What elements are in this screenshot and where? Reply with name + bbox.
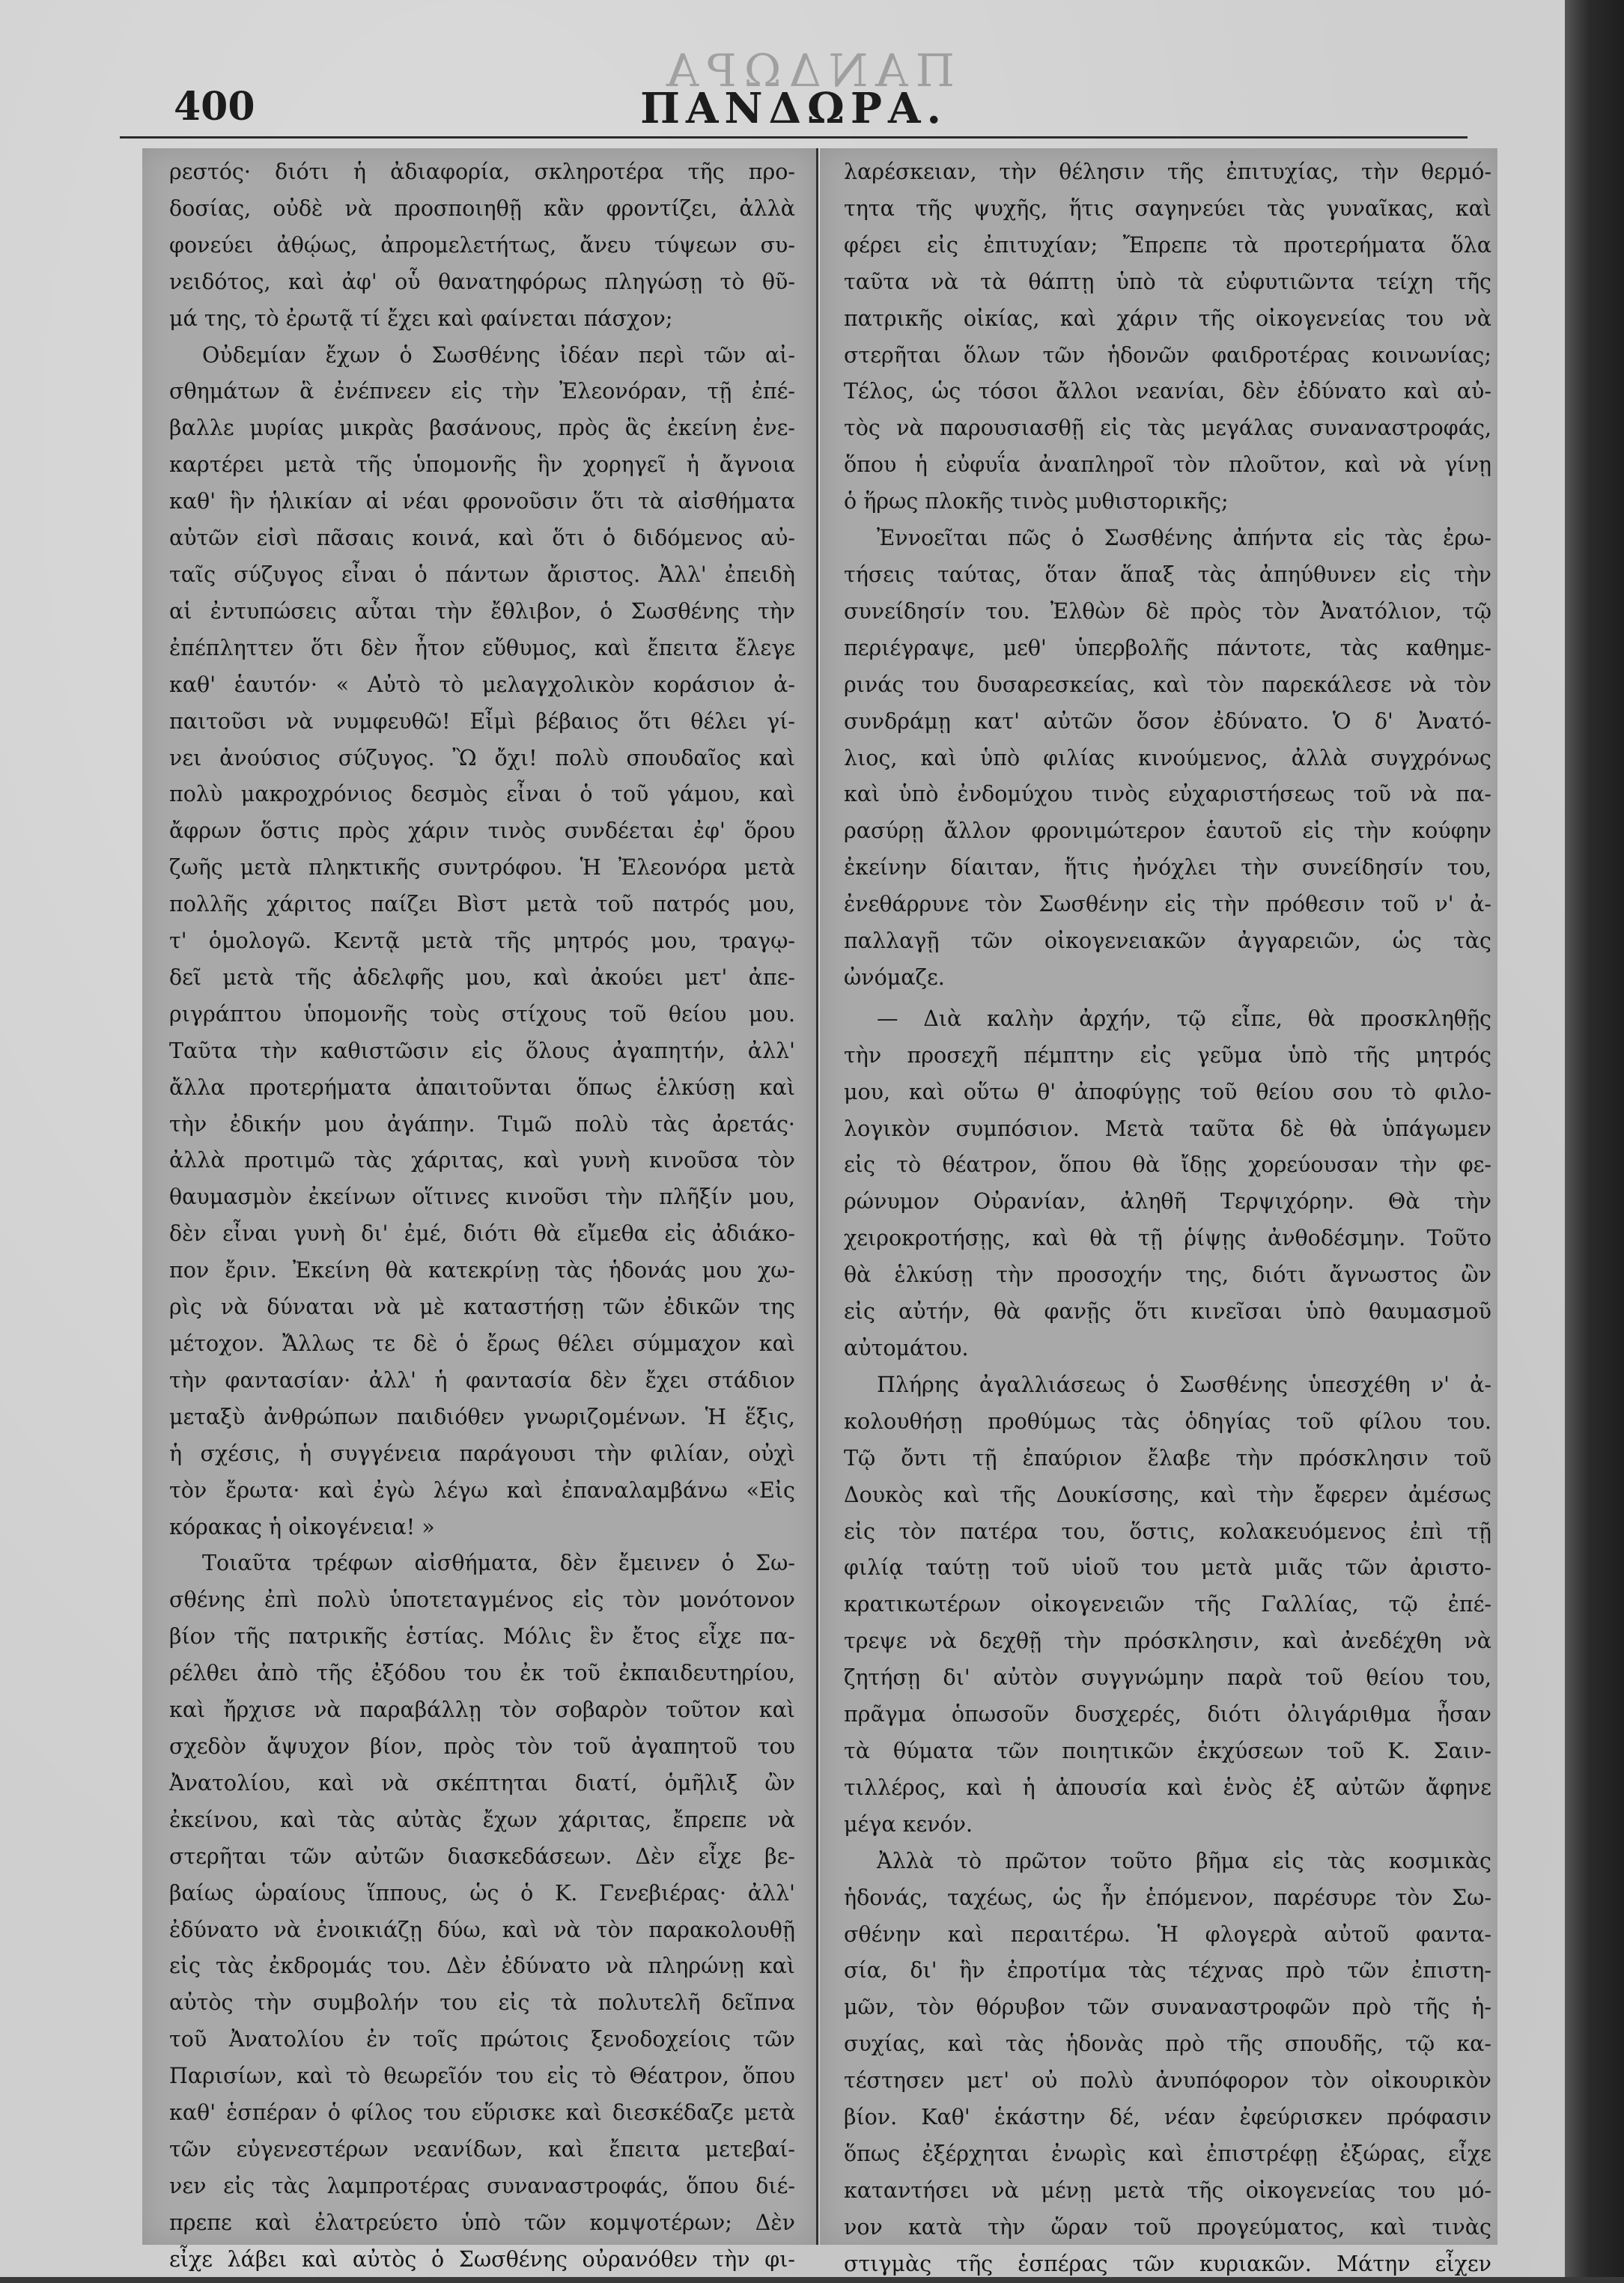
text-line: Τῷ ὄντι τῇ ἐπαύριον ἔλαβε τὴν πρόσκλησιν τοῦ [844, 1445, 1491, 1471]
text-line: τὸς νὰ παρουσιασθῇ εἰς τὰς μεγάλας συναναστροφάς, [844, 416, 1491, 441]
text-line: δεῖ μετὰ τῆς ἀδελφῆς μου, καὶ ἀκούει μετ' ἀπε- [169, 964, 795, 990]
text-line: ρινάς του δυσαρεσκείας, καὶ τὸν παρεκάλεσε νὰ τὸν [844, 672, 1491, 697]
text-line: ἐνεθάρρυνε τὸν Σωσθένην εἰς τὴν πρόθεσιν τοῦ ν' ἀ- [844, 892, 1491, 917]
text-line: τητα τῆς ψυχῆς, ἥτις σαγηνεύει τὰς γυναῖκας, καὶ [844, 195, 1491, 221]
text-line: τοῦ Ἀνατολίου ἐν τοῖς πρώτοις ξενοδοχείοις τῶν [169, 2027, 795, 2052]
text-line: πολὺ μακροχρόνιος δεσμὸς εἶναι ὁ τοῦ γάμου, καὶ [169, 782, 795, 807]
text-line: κόρακας ἡ οἰκογένεια! » [169, 1514, 435, 1539]
text-line: εἰς αὐτήν, θὰ φανῇς ὅτι κινεῖσαι ὑπὸ θαυμασμοῦ [844, 1299, 1491, 1325]
text-line: καθ' ἣν ἡλικίαν αἱ νέαι φρονοῦσιν ὅτι τὰ αἰσθήματα [169, 489, 795, 514]
text-line: μῶν, τὸν θόρυβον τῶν συναναστροφῶν πρὸ τῆς ἡ- [844, 1995, 1491, 2020]
text-line: τιλλέρος, καὶ ἡ ἀπουσία καὶ ἑνὸς ἐξ αὐτῶν ἄφηνε [844, 1775, 1491, 1800]
page-header [150, 84, 1438, 136]
text-line: εἰς τὰς ἐκδρομάς του. Δὲν ἐδύνατο νὰ πληρώνῃ καὶ [169, 1954, 795, 1979]
text-line: λαρέσκειαν, τὴν θέλησιν τῆς ἐπιτυχίας, τὴν θερμό- [844, 159, 1491, 184]
text-line: ἐπέπληττεν ὅτι δὲν ἦτον εὔθυμος, καὶ ἔπειτα ἔλεγε [169, 635, 795, 660]
text-line: τὸν ἔρωτα· καὶ ἐγὼ λέγω καὶ ἐπαναλαμβάνω «Εἰς [169, 1477, 795, 1503]
text-line: φονεύει ἀθῴως, ἀπρομελετήτως, ἄνευ τύψεων συ- [169, 232, 795, 258]
text-line: στερῆται ὅλων τῶν ἡδονῶν φαιδροτέρας κοινωνίας; [844, 342, 1491, 368]
text-line: Ἀνατολίου, καὶ νὰ σκέπτηται διατί, ὁμῆλιξ ὢν [169, 1770, 795, 1796]
text-line: αὐτῶν εἰσὶ πᾶσαις κοινά, καὶ ὅτι ὁ διδόμενος αὐ- [169, 526, 795, 551]
text-line: σχεδὸν ἄψυχον βίον, πρὸς τὸν τοῦ ἀγαπητοῦ του [169, 1733, 795, 1759]
text-line: λιος, καὶ ὑπὸ φιλίας κινούμενος, ἀλλὰ συγχρόνως [844, 745, 1491, 770]
text-line: ἀλλὰ προτιμῶ τὰς χάριτας, καὶ γυνὴ κινοῦσα τὸν [169, 1148, 795, 1173]
text-line: ρεστός· διότι ἡ ἀδιαφορία, σκληροτέρα τῆς προ- [169, 159, 795, 184]
text-line: δοσίας, οὐδὲ νὰ προσποιηθῇ κἂν φροντίζει, ἀλλὰ [169, 195, 795, 221]
text-line: καταντήσει νὰ μένῃ μετὰ τῆς οἰκογενείας του μό- [844, 2177, 1491, 2203]
right-column [820, 148, 1497, 2276]
text-line: κολουθήσῃ προθύμως τὰς ὁδηγίας τοῦ φίλου του. [844, 1408, 1491, 1434]
text-line: καρτέρει μετὰ τῆς ὑπομονῆς ἣν χορηγεῖ ἡ ἄγνοια [169, 452, 795, 478]
text-line: θαυμασμὸν ἐκείνων οἵτινες κινοῦσι τὴν πλῆξίν μου, [169, 1185, 795, 1210]
text-line: νον κατὰ τὴν ὥραν τοῦ προγεύματος, καὶ τινὰς [844, 2214, 1491, 2240]
text-line: ὁ ἥρως πλοκῆς τινὸς μυθιστορικῆς; [844, 489, 1229, 514]
text-line: ρασύρῃ ἄλλον φρονιμώτερον ἑαυτοῦ εἰς τὴν κούφην [844, 818, 1491, 844]
text-line: παιτοῦσι νὰ νυμφευθῶ! Εἶμὶ βέβαιος ὅτι θέλει γί- [169, 708, 795, 734]
text-line: πον ἔριν. Ἐκείνη θὰ κατεκρίνῃ τὰς ἡδονάς μου χω- [169, 1258, 795, 1283]
text-line: συνείδησίν του. Ἐλθὼν δὲ πρὸς τὸν Ἀνατόλιον, τῷ [844, 598, 1491, 624]
text-line: καθ' ἑαυτόν· « Αὐτὸ τὸ μελαγχολικὸν κοράσιον ἀ- [169, 672, 795, 697]
text-line: ριγράπτου ὑπομονῆς τοὺς στίχους τοῦ θείου μου. [169, 1001, 795, 1027]
text-line: ρὶς νὰ δύναται νὰ μὲ καταστήσῃ τῶν ἐδικῶν της [169, 1295, 795, 1320]
left-column [142, 148, 816, 2272]
text-line: ρέλθει ἀπὸ τῆς ἐξόδου του ἐκ τοῦ ἐκπαιδευτηρίου, [169, 1661, 795, 1686]
text-line: πρεπε καὶ ἐλατρεύετο ὑπὸ τῶν κομψοτέρων; Δὲν [169, 2210, 795, 2235]
text-line: κρατικωτέρων οἰκογενειῶν τῆς Γαλλίας, τῷ ἐπέ- [844, 1592, 1491, 1617]
text-line: ἄφρων ὅστις πρὸς χάριν τινὸς συνδέεται ἐφ' ὅρου [169, 818, 795, 844]
text-line: τήσεις ταύτας, ὅταν ἅπαξ τὰς ἀπηύθυνεν εἰς τὴν [844, 562, 1491, 587]
text-line: βαλλε μυρίας μικρὰς βασάνους, πρὸς ἃς ἐκείνη ἐνε- [169, 416, 795, 441]
header-rule [120, 136, 1468, 139]
text-line: περιέγραψε, μεθ' ὑπερβολῆς πάντοτε, τὰς καθημε- [844, 635, 1491, 660]
text-line: βίον. Καθ' ἑκάστην δέ, νέαν ἐφεύρισκεν πρόφασιν [844, 2105, 1491, 2130]
text-line: μέτοχον. Ἄλλως τε δὲ ὁ ἔρως θέλει σύμμαχον καὶ [169, 1331, 795, 1356]
text-line: παλλαγῇ τῶν οἰκογενειακῶν ἀγγαρειῶν, ὡς τὰς [844, 928, 1491, 954]
text-line: βαίως ὡραίους ἵππους, ὡς ὁ Κ. Γενεβιέρας· ἀλλ' [169, 1880, 795, 1906]
text-line: τὴν προσεχῆ πέμπτην εἰς γεῦμα ὑπὸ τῆς μητρός [844, 1042, 1491, 1068]
text-line: μά της, τὸ ἐρωτᾷ τί ἔχει καὶ φαίνεται πάσχον; [169, 305, 673, 331]
text-line: δὲν εἶναι γυνὴ δι' ἐμέ, διότι θὰ εἴμεθα εἰς ἀδιάκο- [169, 1221, 795, 1247]
text-line: πολλῆς χάριτος παίζει Βὶστ μετὰ τοῦ πατρός μου, [169, 892, 795, 917]
text-line: ἐκείνου, καὶ τὰς αὐτὰς ἔχων χάριτας, ἔπρεπε νὰ [169, 1807, 795, 1832]
text-line: μέγα κενόν. [844, 1811, 973, 1837]
text-line: καὶ ἤρχισε νὰ παραβάλλῃ τὸν σοβαρὸν τοῦτον καὶ [169, 1697, 795, 1723]
text-line: καὶ ὑπὸ ἐνδομύχου τινὸς εὐχαριστήσεως τοῦ νὰ πα- [844, 782, 1491, 807]
text-line: Ἀλλὰ τὸ πρῶτον τοῦτο βῆμα εἰς τὰς κοσμικὰς [877, 1848, 1491, 1873]
text-line: ζωῆς μετὰ πληκτικῆς συντρόφου. Ἡ Ἐλεονόρα μετὰ [169, 855, 795, 881]
text-line: τρεψε νὰ δεχθῇ τὴν πρόσκλησιν, καὶ ἀνεδέχθη νὰ [844, 1629, 1491, 1654]
text-line: ταῦτα νὰ τὰ θάπτῃ ὑπὸ τὰ εὐφυτιῶντα τείχη τῆς [844, 269, 1491, 294]
text-line: ταῖς σύζυγος εἶναι ὁ πάντων ἄριστος. Ἀλλ' ἐπειδὴ [169, 562, 795, 587]
text-line: τὴν φαντασίαν· ἀλλ' ἡ φαντασία δὲν ἔχει στάδιον [169, 1367, 795, 1393]
text-line: πρᾶγμα ὁπωσοῦν δυσχερές, διότι ὀλιγάριθμα ἦσαν [844, 1702, 1491, 1727]
text-line: ρώνυμον Οὐρανίαν, ἀληθῆ Τερψιχόρην. Θὰ τὴν [844, 1189, 1491, 1215]
text-line: συνδράμῃ κατ' αὐτῶν ὅσον ἐδύνατο. Ὁ δ' Ἀνατό- [844, 708, 1491, 734]
text-line: — Διὰ καλὴν ἀρχήν, τῷ εἶπε, θὰ προσκληθῇς [877, 1006, 1491, 1031]
text-line: Ἐννοεῖται πῶς ὁ Σωσθένης ἀπήντα εἰς τὰς ἐρω- [877, 526, 1491, 551]
text-line: λογικὸν συμπόσιον. Μετὰ ταῦτα δὲ θὰ ὑπάγωμεν [844, 1116, 1491, 1141]
text-line: Οὐδεμίαν ἔχων ὁ Σωσθένης ἰδέαν περὶ τῶν αἰ- [202, 342, 795, 368]
text-line: νει ἀνούσιος σύζυγος. Ὢ ὄχι! πολὺ σπουδαῖος καὶ [169, 745, 795, 770]
text-line: βίον τῆς πατρικῆς ἑστίας. Μόλις ἓν ἔτος εἶχε πα- [169, 1624, 795, 1650]
text-line: καθ' ἑσπέραν ὁ φίλος του εὕρισκε καὶ διεσκέδαζε μετὰ [169, 2100, 795, 2126]
text-line: Τοιαῦτα τρέφων αἰσθήματα, δὲν ἔμεινεν ὁ Σω- [202, 1551, 795, 1576]
text-line: στιγμὰς τῆς ἑσπέρας τῶν κυριακῶν. Μάτην εἶχεν [844, 2251, 1491, 2276]
text-line: τῶν εὐγενεστέρων νεανίδων, καὶ ἔπειτα μετεβαί- [169, 2136, 795, 2162]
text-line: εἰς τὸν πατέρα του, ὅστις, κολακευόμενος ἐπὶ τῇ [844, 1519, 1491, 1544]
text-line: ἡ σχέσις, ἡ συγγένεια παράγουσι τὴν φιλίαν, οὐχὶ [169, 1441, 795, 1466]
text-line: εἰς τὸ θέατρον, ὅπου θὰ ἴδῃς χορεύουσαν τὴν φε- [844, 1152, 1491, 1178]
text-line: ὅπου ἡ εὐφυΐα ἀναπληροῖ τὸν πλοῦτον, καὶ νὰ γίνῃ [844, 452, 1491, 478]
running-title: ΠΑΝΔΩΡΑ. [640, 84, 947, 133]
text-line: Πλήρης ἀγαλλιάσεως ὁ Σωσθένης ὑπεσχέθη ν' ἀ- [877, 1372, 1491, 1397]
text-line: Τέλος, ὡς τόσοι ἄλλοι νεανίαι, δὲν ἐδύνατο καὶ αὐ- [844, 379, 1491, 404]
text-line: εἶχε λάβει καὶ αὐτὸς ὁ Σωσθένης οὐρανόθεν τὴν φι- [169, 2246, 795, 2272]
page-number: 400 [174, 84, 255, 130]
scan-edge [1565, 0, 1624, 2277]
text-line: σθένης ἐπὶ πολὺ ὑποτεταγμένος εἰς τὸν μονότονον [169, 1587, 795, 1613]
text-line: θὰ ἑλκύσῃ τὴν προσοχήν της, διότι ἄγνωστος ὢν [844, 1262, 1491, 1288]
text-line: ἐδύνατο νὰ ἐνοικιάζῃ δύω, καὶ νὰ τὸν παρακολουθῇ [169, 1917, 795, 1942]
text-line: σθημάτων ἃ ἐνέπνεεν εἰς τὴν Ἐλεονόραν, τῇ ἐπέ- [169, 379, 795, 404]
text-line: τὰ θύματα τῶν ποιητικῶν ἐκχύσεων τοῦ Κ. Σαιν- [844, 1738, 1491, 1763]
text-line: νειδότος, καὶ ἀφ' οὗ θανατηφόρως πληγώσῃ τὸ θῦ- [169, 269, 795, 294]
text-line: ἐκείνην δίαιταν, ἥτις ἠνόχλει τὴν συνείδησίν του, [844, 855, 1491, 881]
text-line: τέστησεν μετ' οὐ πολὺ ἀνυπόφορον τὸν οἰκουρικὸν [844, 2068, 1491, 2094]
text-line: αὐτὸς τὴν συμβολήν του εἰς τὰ πολυτελῆ δεῖπνα [169, 1990, 795, 2016]
text-line: ὠνόμαζε. [844, 964, 945, 990]
text-line: πατρικῆς οἰκίας, καὶ χάριν τῆς οἰκογενείας του νὰ [844, 305, 1491, 331]
text-line: τ' ὁμολογῶ. Κεντᾷ μετὰ τῆς μητρός μου, τραγῳ- [169, 928, 795, 954]
text-line: τὴν ἐδικήν μου ἀγάπην. Τιμῶ πολὺ τὰς ἀρετάς· [169, 1111, 795, 1137]
text-line: ζητήσῃ δι' αὐτὸν συγγνώμην παρὰ τοῦ θείου του, [844, 1665, 1491, 1691]
column-divider [816, 148, 818, 2245]
text-line: αἱ ἐντυπώσεις αὗται τὴν ἔθλιβον, ὁ Σωσθένης τὴν [169, 598, 795, 624]
text-line: χειροκροτήσῃς, καὶ θὰ τῇ ῥίψῃς ἀνθοδέσμην. Τοῦτο [844, 1226, 1491, 1251]
text-line: συχίας, καὶ τὰς ἡδονὰς πρὸ τῆς σπουδῆς, τῷ κα- [844, 2031, 1491, 2057]
text-line: ἄλλα προτερήματα ἀπαιτοῦνται ὅπως ἑλκύσῃ καὶ [169, 1074, 795, 1100]
text-line: ὅπως ἐξέρχηται ἐνωρὶς καὶ ἐπιστρέφῃ ἐξώρας, εἶχε [844, 2141, 1491, 2166]
bleed-through-text: ΠΑΝΔΩΡΑ [659, 45, 955, 97]
text-line: ἡδονάς, ταχέως, ὡς ἦν ἑπόμενον, παρέσυρε τὸν Σω- [844, 1885, 1491, 1910]
text-line: σθένην καὶ περαιτέρω. Ἡ φλογερὰ αὐτοῦ φαντα- [844, 1921, 1491, 1947]
text-line: Ταῦτα τὴν καθιστῶσιν εἰς ὅλους ἀγαπητήν, ἀλλ' [169, 1038, 795, 1063]
text-line: μεταξὺ ἀνθρώπων παιδιόθεν γνωριζομένων. Ἡ ἕξις, [169, 1404, 795, 1429]
text-line: Παρισίων, καὶ τὸ θεωρεῖόν του εἰς τὸ Θέατρον, ὅπου [169, 2064, 795, 2089]
text-line: σία, δι' ἣν ἐπροτίμα τὰς τέχνας πρὸ τῶν ἐπιστη- [844, 1958, 1491, 1983]
text-line: φέρει εἰς ἐπιτυχίαν; Ἔπρεπε τὰ προτερήματα ὅλα [844, 232, 1491, 258]
text-line: φιλίᾳ ταύτῃ τοῦ υἱοῦ του μετὰ μιᾶς τῶν ἀριστο- [844, 1555, 1491, 1581]
text-line: νεν εἰς τὰς λαμπροτέρας συναναστροφάς, ὅπου διέ- [169, 2173, 795, 2198]
text-line: στερῆται τῶν αὐτῶν διασκεδάσεων. Δὲν εἶχε βε- [169, 1843, 795, 1869]
text-line: αὐτομάτου. [844, 1336, 969, 1361]
text-line: μου, καὶ οὕτω θ' ἀποφύγῃς τοῦ θείου σου τὸ φιλο- [844, 1079, 1491, 1104]
text-line: Δουκὸς καὶ τῆς Δουκίσσης, καὶ τὴν ἔφερεν ἀμέσως [844, 1482, 1491, 1507]
